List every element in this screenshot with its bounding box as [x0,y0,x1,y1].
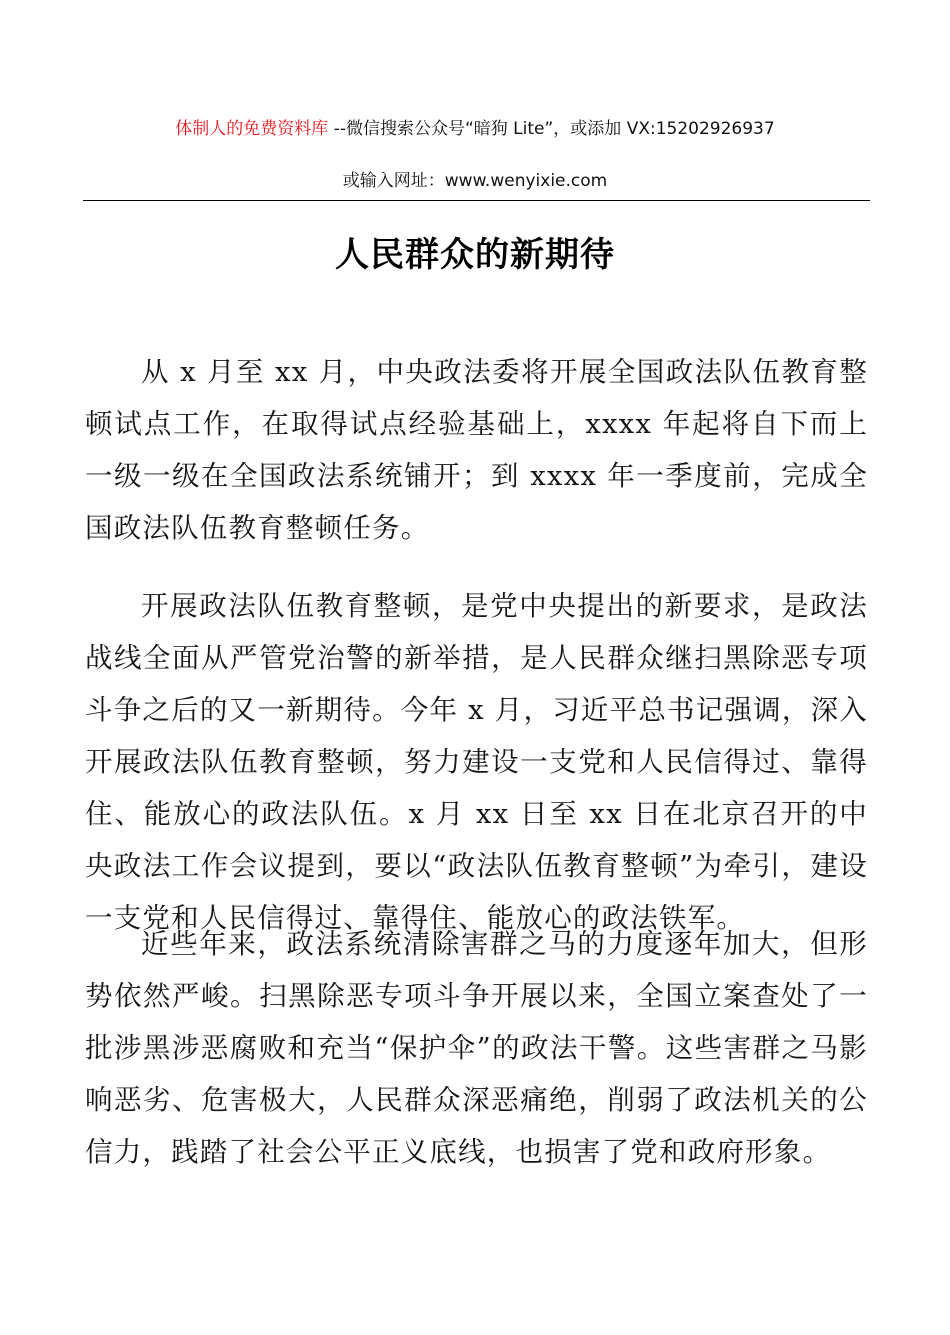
header-website: 或输入网址：www.wenyixie.com [342,171,608,191]
paragraph-2: 开展政法队伍教育整顿，是党中央提出的新要求，是政法战线全面从严管党治警的新举措，是人民群众继扫黑除恶专项斗争之后的又一新期待。今年 x 月，习近平总书记强调，深入开展政法队伍教育整顿，努力建设一支党和人民信得过、靠得住、能放心的政法队伍。x 月 xx 日至 xx 日在北京召开的中央政法工作会议提到，要以“政法队伍教育整顿”为牵引，建设一支党和人民信得过、靠得住、能放心的政法铁军。 [85,590,868,934]
document-title: 人民群众的新期待 [335,235,615,275]
paragraph-3: 近些年来，政法系统清除害群之马的力度逐年加大，但形势依然严峻。扫黑除恶专项斗争开展以来，全国立案查处了一批涉黑涉恶腐败和充当“保护伞”的政法干警。这些害群之马影响恶劣、危害极大，人民群众深恶痛绝，削弱了政法机关的公信力，践踏了社会公平正义底线，也损害了党和政府形象。 [85,928,868,1168]
header-brand: 体制人的免费资料库 [175,119,329,139]
header-info: --微信搜索公众号“暗狗 Lite”，或添加 VX:15202926937 [328,119,775,139]
paragraph-1: 从 x 月至 xx 月，中央政法委将开展全国政法队伍教育整顿试点工作，在取得试点经验基础上，xxxx 年起将自下而上一级一级在全国政法系统铺开；到 xxxx 年一季度前，完成全国政法队伍教育整顿任务。 [85,356,868,544]
header-divider [83,200,870,201]
header-banner [0,116,950,142]
